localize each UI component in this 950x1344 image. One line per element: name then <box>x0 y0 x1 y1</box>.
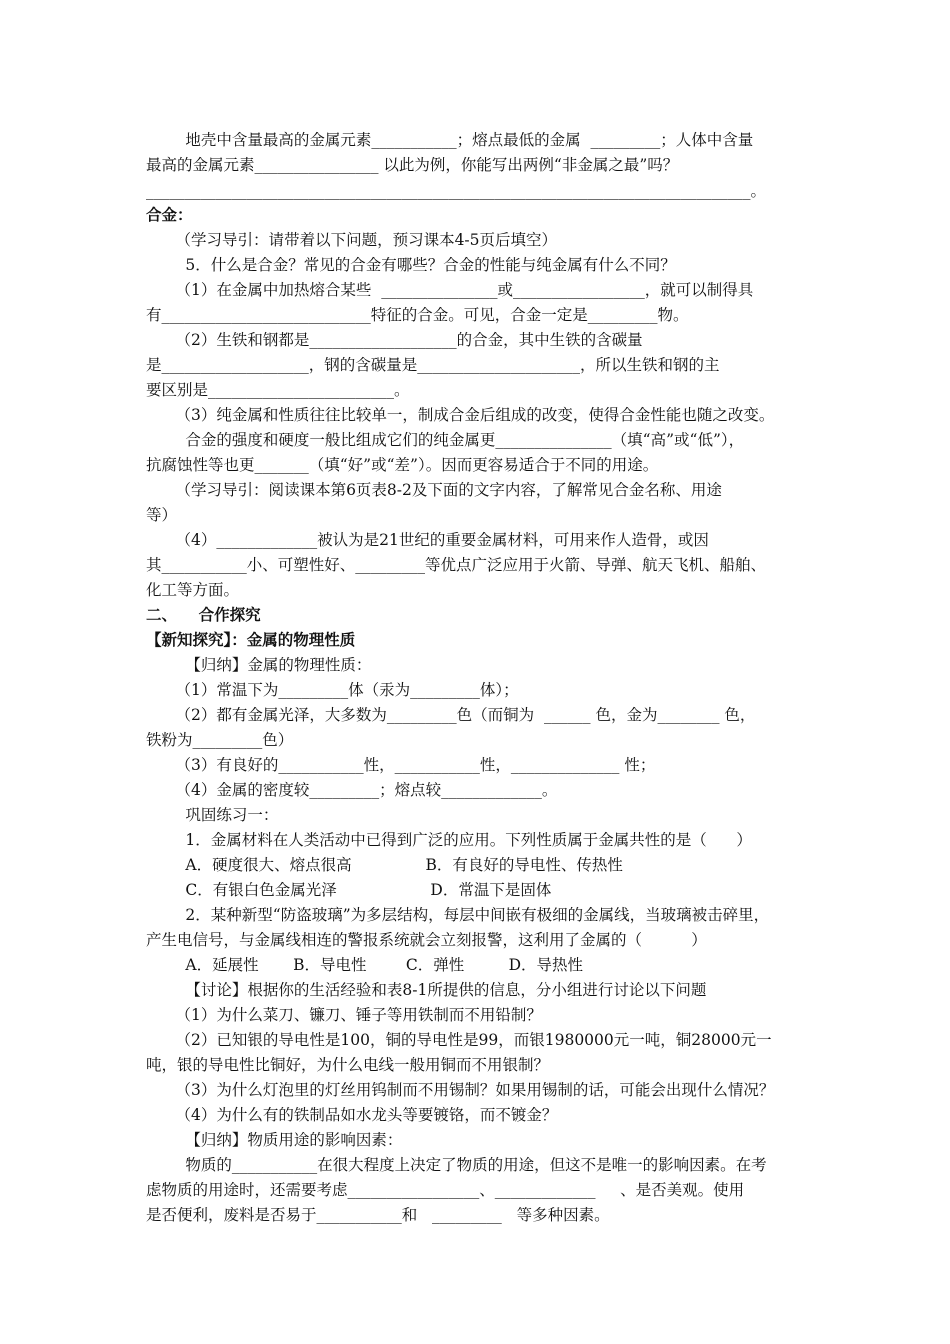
text-line: 5．什么是合金？常见的合金有哪些？合金的性能与纯金属有什么不同？ <box>146 256 676 274</box>
text-line: 地壳中含量最高的金属元素___________；熔点最低的金属 _________；人体中含量 <box>146 131 754 149</box>
text-line: 合金： <box>146 205 193 224</box>
text-line: 铁粉为_________色） <box>146 731 294 749</box>
text-line: A．延展性 B．导电性 C．弹性 D．导热性 <box>146 956 584 974</box>
text-line: 物质的___________在很大程度上决定了物质的用途，但这不是唯一的影响因素。在考 <box>146 1156 767 1174</box>
text-line: 最高的金属元素________________ 以此为例，你能写出两例“非金属之最”吗？ <box>146 156 679 174</box>
text-line: ______________________________________________________________________________。 <box>146 182 767 200</box>
text-line: 1．金属材料在人类活动中已得到广泛的应用。下列性质属于金属共性的是（ ） <box>146 831 752 849</box>
text-line: 是___________________，钢的含碳量是_____________________，所以生铁和钢的主 <box>146 356 720 374</box>
text-line: 【新知探究】：金属的物理性质 <box>146 630 356 649</box>
text-line: 巩固练习一： <box>146 806 279 824</box>
text-line: （1）常温下为_________体（汞为_________体）； <box>146 681 519 699</box>
text-line: 化工等方面。 <box>146 581 240 599</box>
text-line: 【讨论】根据你的生活经验和表8-1所提供的信息，分小组进行讨论以下问题 <box>146 981 707 999</box>
text-line: （2）都有金属光泽，大多数为_________色（而铜为 ______ 色，金为________ 色， <box>146 706 756 724</box>
text-line: （4）为什么有的铁制品如水龙头等要镀铬，而不镀金？ <box>146 1106 558 1124</box>
text-line: 2．某种新型“防盗玻璃”为多层结构，每层中间嵌有极细的金属线，当玻璃被击碎里， <box>146 906 770 924</box>
text-line: 是否便利，废料是否易于___________和 _________ 等多种因素。 <box>146 1206 610 1224</box>
text-line: （1）在金属中加热熔合某些 _______________或_________________，就可以制得具 <box>146 281 754 299</box>
text-line: （2）已知银的导电性是100，铜的导电性是99，而银1980000元一吨，铜28000元一 <box>146 1031 772 1049</box>
text-line: A．硬度很大、熔点很高 B．有良好的导电性、传热性 <box>146 856 623 874</box>
text-line: 二、 合作探究 <box>146 605 261 624</box>
text-line: 合金的强度和硬度一般比组成它们的纯金属更_______________（填“高”或“低”）， <box>146 431 745 449</box>
text-line: （1）为什么菜刀、镰刀、锤子等用铁制而不用铅制？ <box>146 1006 542 1024</box>
text-line: （3）纯金属和性质往往比较单一，制成合金后组成的改变，使得合金性能也随之改变。 <box>146 406 775 424</box>
text-line: 抗腐蚀性等也更_______（填“好”或“差”）。因而更容易适合于不同的用途。 <box>146 456 659 474</box>
text-line: （3）有良好的___________性，___________性，______________ 性； <box>146 756 656 774</box>
text-line: （学习导引：请带着以下问题，预习课本4-5页后填空） <box>146 231 558 249</box>
text-line: （4）_____________被认为是21世纪的重要金属材料，可用来作人造骨，或因 <box>146 531 709 549</box>
text-line: 等） <box>146 506 178 524</box>
text-line: 【归纳】金属的物理性质： <box>146 656 372 674</box>
text-line: 其___________小、可塑性好、_________等优点广泛应用于火箭、导弹、航天飞机、船舶、 <box>146 556 767 574</box>
text-line: 产生电信号，与金属线相连的警报系统就会立刻报警，这利用了金属的（ ） <box>146 931 707 949</box>
text-line: 虑物质的用途时，还需要考虑_________________、_____________ 、是否美观。使用 <box>146 1181 745 1199</box>
text-line: 要区别是________________________。 <box>146 381 410 399</box>
text-line: （2）生铁和钢都是___________________的合金，其中生铁的含碳量 <box>146 331 643 349</box>
text-line: （4）金属的密度较_________；熔点较_____________。 <box>146 781 558 799</box>
text-line: 【归纳】物质用途的影响因素： <box>146 1131 403 1149</box>
text-line: （3）为什么灯泡里的灯丝用钨制而不用锡制？如果用锡制的话，可能会出现什么情况？ <box>146 1081 775 1099</box>
text-line: （学习导引：阅读课本第6页表8-2及下面的文字内容，了解常见合金名称、用途 <box>146 481 722 499</box>
text-line: 有___________________________特征的合金。可见，合金一定是_________物。 <box>146 306 689 324</box>
text-line: C．有银白色金属光泽 D．常温下是固体 <box>146 881 552 899</box>
text-line: 吨，银的导电性比铜好，为什么电线一般用铜而不用银制？ <box>146 1056 550 1074</box>
